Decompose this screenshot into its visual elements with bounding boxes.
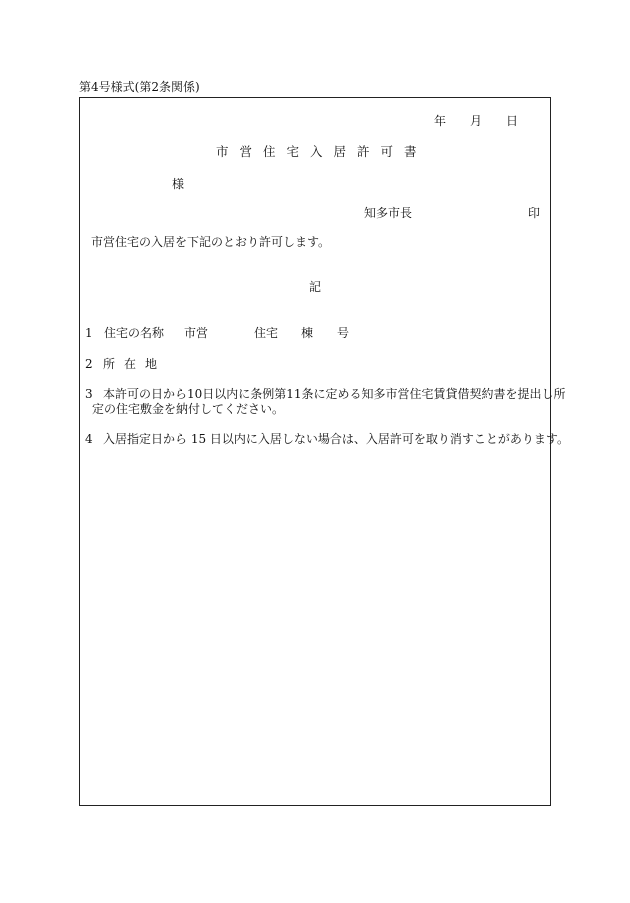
seal-mark: 印 — [528, 206, 541, 220]
ki-heading: 記 — [309, 280, 322, 294]
date-month-label: 月 — [470, 114, 483, 128]
item-1-building-label: 棟 — [301, 326, 314, 340]
item-2-label: 所在地 — [103, 357, 167, 371]
form-number-label: 第4号様式(第2条関係) — [79, 80, 200, 94]
date-day-label: 日 — [506, 114, 519, 128]
item-1-unit-label: 号 — [337, 326, 350, 340]
intro-statement: 市営住宅の入居を下記のとおり許可します。 — [91, 235, 331, 249]
item-2-number: 2 — [85, 357, 93, 371]
document-title: 市営住宅入居許可書 — [216, 144, 428, 159]
item-1-label: 住宅の名称 — [104, 326, 165, 340]
item-4-text: 入居指定日から 15 日以内に入居しない場合は、入居許可を取り消すことがあります。 — [103, 432, 569, 446]
item-1-house-label: 住宅 — [254, 326, 279, 340]
item-1-city-label: 市営 — [184, 326, 209, 340]
document-frame — [79, 97, 551, 806]
item-3-number: 3 — [85, 387, 93, 401]
item-4-number: 4 — [85, 432, 93, 446]
date-year-label: 年 — [434, 114, 447, 128]
item-3-text-line-2: 定の住宅敷金を納付してください。 — [92, 402, 285, 416]
item-3-text-line-1: 本許可の日から10日以内に条例第11条に定める知多市営住宅賃貸借契約書を提出し所 — [103, 387, 566, 401]
issuer-name: 知多市長 — [364, 206, 413, 220]
item-1-number: 1 — [85, 326, 93, 340]
addressee-suffix: 様 — [172, 177, 185, 191]
